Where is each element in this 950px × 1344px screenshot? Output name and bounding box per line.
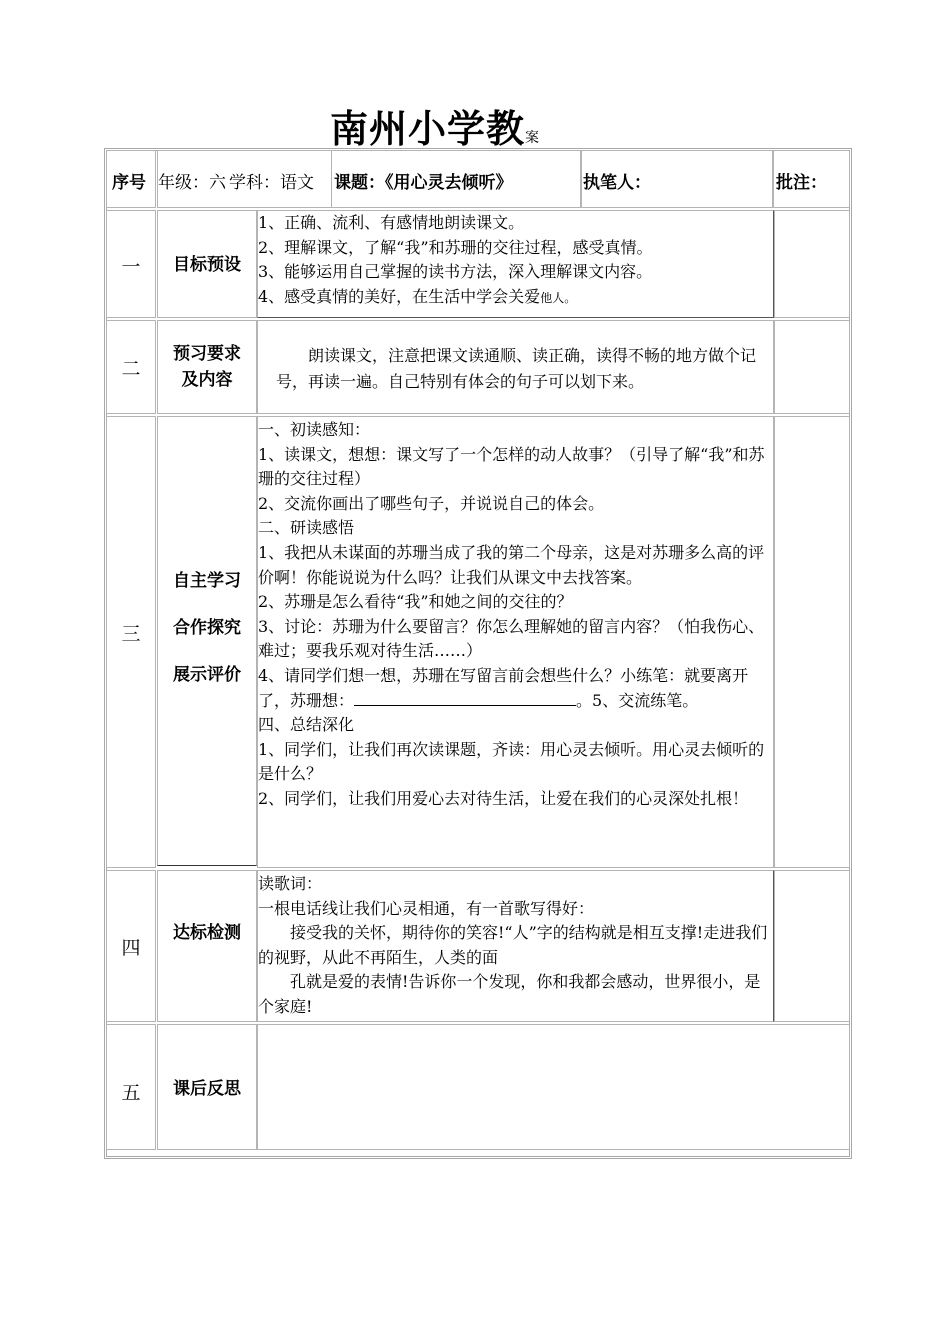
row2-label [158, 341, 256, 393]
study-line-10: 1、同学们，让我们再次读课题，齐读：用心灵去倾听。用心灵去倾听的是什么？ [258, 739, 765, 784]
row4-content [258, 872, 774, 1020]
row5-label: 课后反思 [173, 1079, 241, 1099]
row3-label-line-2: 合作探究 [173, 618, 241, 638]
goal-line-1: 1、正确、流利、有感情地朗读课文。 [258, 213, 525, 232]
study-line-1: 一、初读感知： [258, 420, 371, 439]
row1-number: 一 [121, 256, 141, 278]
page-title [330, 98, 539, 153]
test-line-2: 一根电话线让我们心灵相通，有一首歌写得好： [258, 898, 595, 918]
row2-number: 二 [121, 358, 141, 380]
preview-text: 朗读课文，注意把课文读通顺、读正确，读得不畅的地方做个记号，再读一遍。自己特别有体会的句子可以划下来。 [276, 346, 757, 391]
title-suffix: 案 [525, 130, 540, 146]
row4-label: 达标检测 [173, 923, 241, 943]
row2-content [276, 343, 776, 395]
study-line-2: 1、读课文，想想：课文写了一个怎样的动人故事？（引导了解“我”和苏珊的交往过程） [258, 444, 765, 489]
goal-line-3: 3、能够运用自己掌握的读书方法，深入理解课文内容。 [258, 262, 653, 282]
header-author: 执笔人： [583, 173, 651, 193]
goal-line-4 [258, 285, 774, 311]
row4-number: 四 [121, 937, 141, 959]
row2-label-line-1: 预习要求 [173, 344, 241, 364]
header-grade: 年级：六 [158, 173, 226, 193]
study-line-6: 2、苏珊是怎么看待“我”和她之间的交往的？ [258, 592, 573, 612]
study-line-8 [258, 664, 774, 713]
row3-notes-cell [774, 416, 850, 868]
row2-notes-cell [774, 320, 850, 414]
row3-content [258, 418, 774, 812]
test-line-3: 接受我的关怀，期待你的笑容!“人”字的结构就是相互支撑!走进我们的视野，从此不再陌生，人类的面 [258, 923, 768, 967]
header-topic: 课题：《用心灵去倾听》 [334, 173, 513, 193]
row3-label [158, 558, 256, 699]
header-subject: 学科：语文 [229, 173, 314, 193]
study-line-8-text: 4、请同学们想一想，苏珊在写留言前会想些什么？小练笔：就要离开了，苏珊想： [258, 665, 749, 710]
study-line-9: 四、总结深化 [258, 715, 355, 735]
test-line-4: 孔就是爱的表情!告诉你一个发现，你和我都会感动，世界很小，是个家庭! [258, 972, 761, 1016]
goal-line-4-small: 他人。 [540, 290, 577, 305]
row1-notes-cell [774, 210, 850, 318]
goal-line-4-main: 4、感受真情的美好，在生活中学会关爱 [258, 286, 541, 306]
study-line-8-end: 。5、交流练笔。 [576, 690, 699, 710]
row2-label-line-2: 及内容 [181, 370, 233, 390]
row3-label-line-1: 自主学习 [173, 571, 241, 591]
row5-content-cell [257, 1024, 850, 1150]
test-line-1: 读歌词： [258, 874, 323, 893]
row3-number: 三 [121, 623, 141, 645]
header-seq: 序号 [112, 173, 146, 193]
header-notes: 批注： [776, 173, 827, 193]
study-line-11: 2、同学们，让我们用爱心去对待生活，让爱在我们的心灵深处扎根！ [258, 788, 749, 808]
row4-notes-cell [774, 870, 850, 1022]
study-line-3: 2、交流你画出了哪些句子，并说说自己的体会。 [258, 493, 605, 513]
row1-label: 目标预设 [173, 255, 241, 275]
study-line-4: 二、研读感悟 [258, 518, 355, 538]
row1-content [258, 211, 774, 310]
study-line-7: 3、讨论：苏珊为什么要留言？你怎么理解她的留言内容？（怕我伤心、难过；要我乐观对待生活……） [258, 616, 765, 661]
row5-number: 五 [121, 1082, 141, 1104]
row3-label-line-3: 展示评价 [173, 665, 241, 685]
row4-label-cell [157, 870, 257, 1022]
fill-in-blank [354, 689, 576, 706]
study-line-5: 1、我把从未谋面的苏珊当成了我的第二个母亲，这是对苏珊多么高的评价啊！你能说说为什么吗？让我们从课文中去找答案。 [258, 542, 765, 587]
title-main: 南州小学教 [330, 107, 526, 151]
goal-line-2: 2、理解课文，了解“我”和苏珊的交往过程，感受真情。 [258, 237, 653, 257]
